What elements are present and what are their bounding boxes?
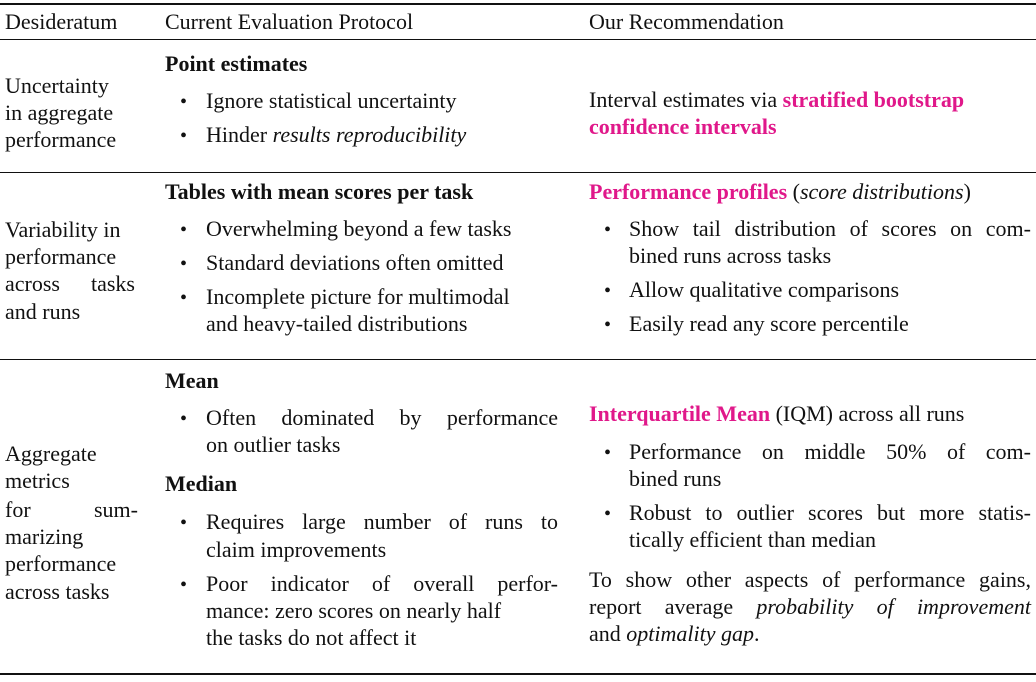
- recommendation-paragraph: To show other aspects of performance gains,: [589, 567, 1031, 592]
- heading-paren-close: ): [963, 179, 971, 204]
- recommendation-bullet-text: Performance on middle 50% of com-: [629, 439, 1031, 464]
- desideratum-line: across tasks: [5, 271, 135, 296]
- recommendation-bullet-text: Easily read any score percentile: [629, 311, 909, 336]
- bottom-rule: [0, 673, 1036, 675]
- desideratum-line: Variability in: [5, 217, 121, 242]
- recommendation-paragraph: [589, 593, 1031, 621]
- current-bullet-text: on outlier tasks: [206, 432, 341, 457]
- header-our-recommendation: Our Recommendation: [589, 9, 784, 34]
- current-heading-mean: Mean: [165, 368, 219, 393]
- current-bullet-text: claim improvements: [206, 537, 387, 562]
- recommendation-heading: [589, 400, 964, 428]
- recommendation-line: [589, 86, 964, 114]
- current-heading: Tables with mean scores per task: [165, 179, 474, 204]
- heading-rest: (IQM) across all runs: [770, 401, 965, 426]
- recommendation-plain: Interval estimates via: [589, 87, 783, 112]
- header-desideratum: Desideratum: [5, 9, 118, 34]
- bullet-icon: •: [604, 442, 612, 464]
- current-bullet-text: and heavy-tailed distributions: [206, 311, 468, 336]
- current-bullet-text: [206, 121, 466, 149]
- recommendation-highlight: stratified bootstrap: [782, 87, 965, 112]
- current-bullet-text: Ignore statistical uncertainty: [206, 88, 457, 113]
- bullet-icon: •: [180, 574, 188, 596]
- recommendation-bullet-text: Show tail distribution of scores on com-: [629, 216, 1031, 241]
- bullet-icon: •: [180, 91, 188, 113]
- paragraph-plain: and: [589, 621, 627, 646]
- bullet-icon: •: [604, 219, 612, 241]
- bullet-icon: •: [604, 280, 612, 302]
- header-rule: [0, 39, 1036, 40]
- heading-emphasis: score distributions: [799, 179, 964, 204]
- top-rule: [0, 3, 1036, 5]
- bullet-icon: •: [180, 512, 188, 534]
- recommendation-bullet-text: bined runs across tasks: [629, 243, 832, 268]
- desideratum-line: performance: [5, 551, 117, 576]
- bullet-emphasis: results reproducibility: [272, 122, 467, 147]
- current-heading-median: Median: [165, 471, 238, 496]
- recommendation-bullet-text: tically efficient than median: [629, 527, 876, 552]
- desideratum-line: performance: [5, 244, 117, 269]
- paragraph-emphasis: probability of improvement: [756, 594, 1031, 619]
- recommendation-paragraph: [589, 620, 759, 648]
- recommendation-bullet-text: Allow qualitative comparisons: [629, 277, 900, 302]
- current-bullet-text: Often dominated by performance: [206, 405, 558, 430]
- current-bullet-text: mance: zero scores on nearly half: [206, 598, 502, 623]
- bullet-icon: •: [180, 253, 188, 275]
- row-rule-1: [0, 172, 1036, 173]
- heading-paren-open: (: [787, 179, 800, 204]
- paragraph-emphasis: optimality gap: [626, 621, 754, 646]
- recommendation-heading: [589, 178, 971, 206]
- current-bullet-text: Overwhelming beyond a few tasks: [206, 216, 512, 241]
- recommendation-highlight: confidence intervals: [589, 114, 777, 139]
- bullet-icon: •: [180, 125, 188, 147]
- current-bullet-text: Incomplete picture for multimodal: [206, 284, 510, 309]
- bullet-icon: •: [604, 503, 612, 525]
- desideratum-line: Aggregate: [5, 441, 97, 466]
- header-current-protocol: Current Evaluation Protocol: [165, 9, 414, 34]
- bullet-icon: •: [180, 287, 188, 309]
- desideratum-line: and runs: [5, 299, 81, 324]
- recommendation-bullet-text: Robust to outlier scores but more statis-: [629, 500, 1031, 525]
- recommendation-highlight: Interquartile Mean: [589, 401, 771, 426]
- current-bullet-text: Requires large number of runs to: [206, 509, 558, 534]
- recommendation-highlight: Performance profiles: [589, 179, 788, 204]
- paragraph-plain: report average: [589, 594, 757, 619]
- desideratum-line: Uncertainty: [5, 73, 109, 98]
- current-bullet-text: Poor indicator of overall perfor-: [206, 571, 558, 596]
- recommendation-bullet-text: bined runs: [629, 466, 722, 491]
- desideratum-line: in aggregate: [5, 100, 114, 125]
- desideratum-line: for sum-: [5, 497, 138, 522]
- desideratum-line: across tasks: [5, 579, 110, 604]
- bullet-prefix: Hinder: [206, 122, 273, 147]
- bullet-icon: •: [180, 219, 188, 241]
- desideratum-line: performance: [5, 127, 117, 152]
- current-heading: Point estimates: [165, 51, 308, 76]
- paragraph-period: .: [753, 621, 760, 646]
- row-rule-2: [0, 359, 1036, 360]
- desideratum-line: marizing: [5, 524, 84, 549]
- bullet-icon: •: [180, 408, 188, 430]
- current-bullet-text: Standard deviations often omitted: [206, 250, 504, 275]
- desideratum-line: metrics: [5, 468, 70, 493]
- current-bullet-text: the tasks do not affect it: [206, 625, 417, 650]
- bullet-icon: •: [604, 314, 612, 336]
